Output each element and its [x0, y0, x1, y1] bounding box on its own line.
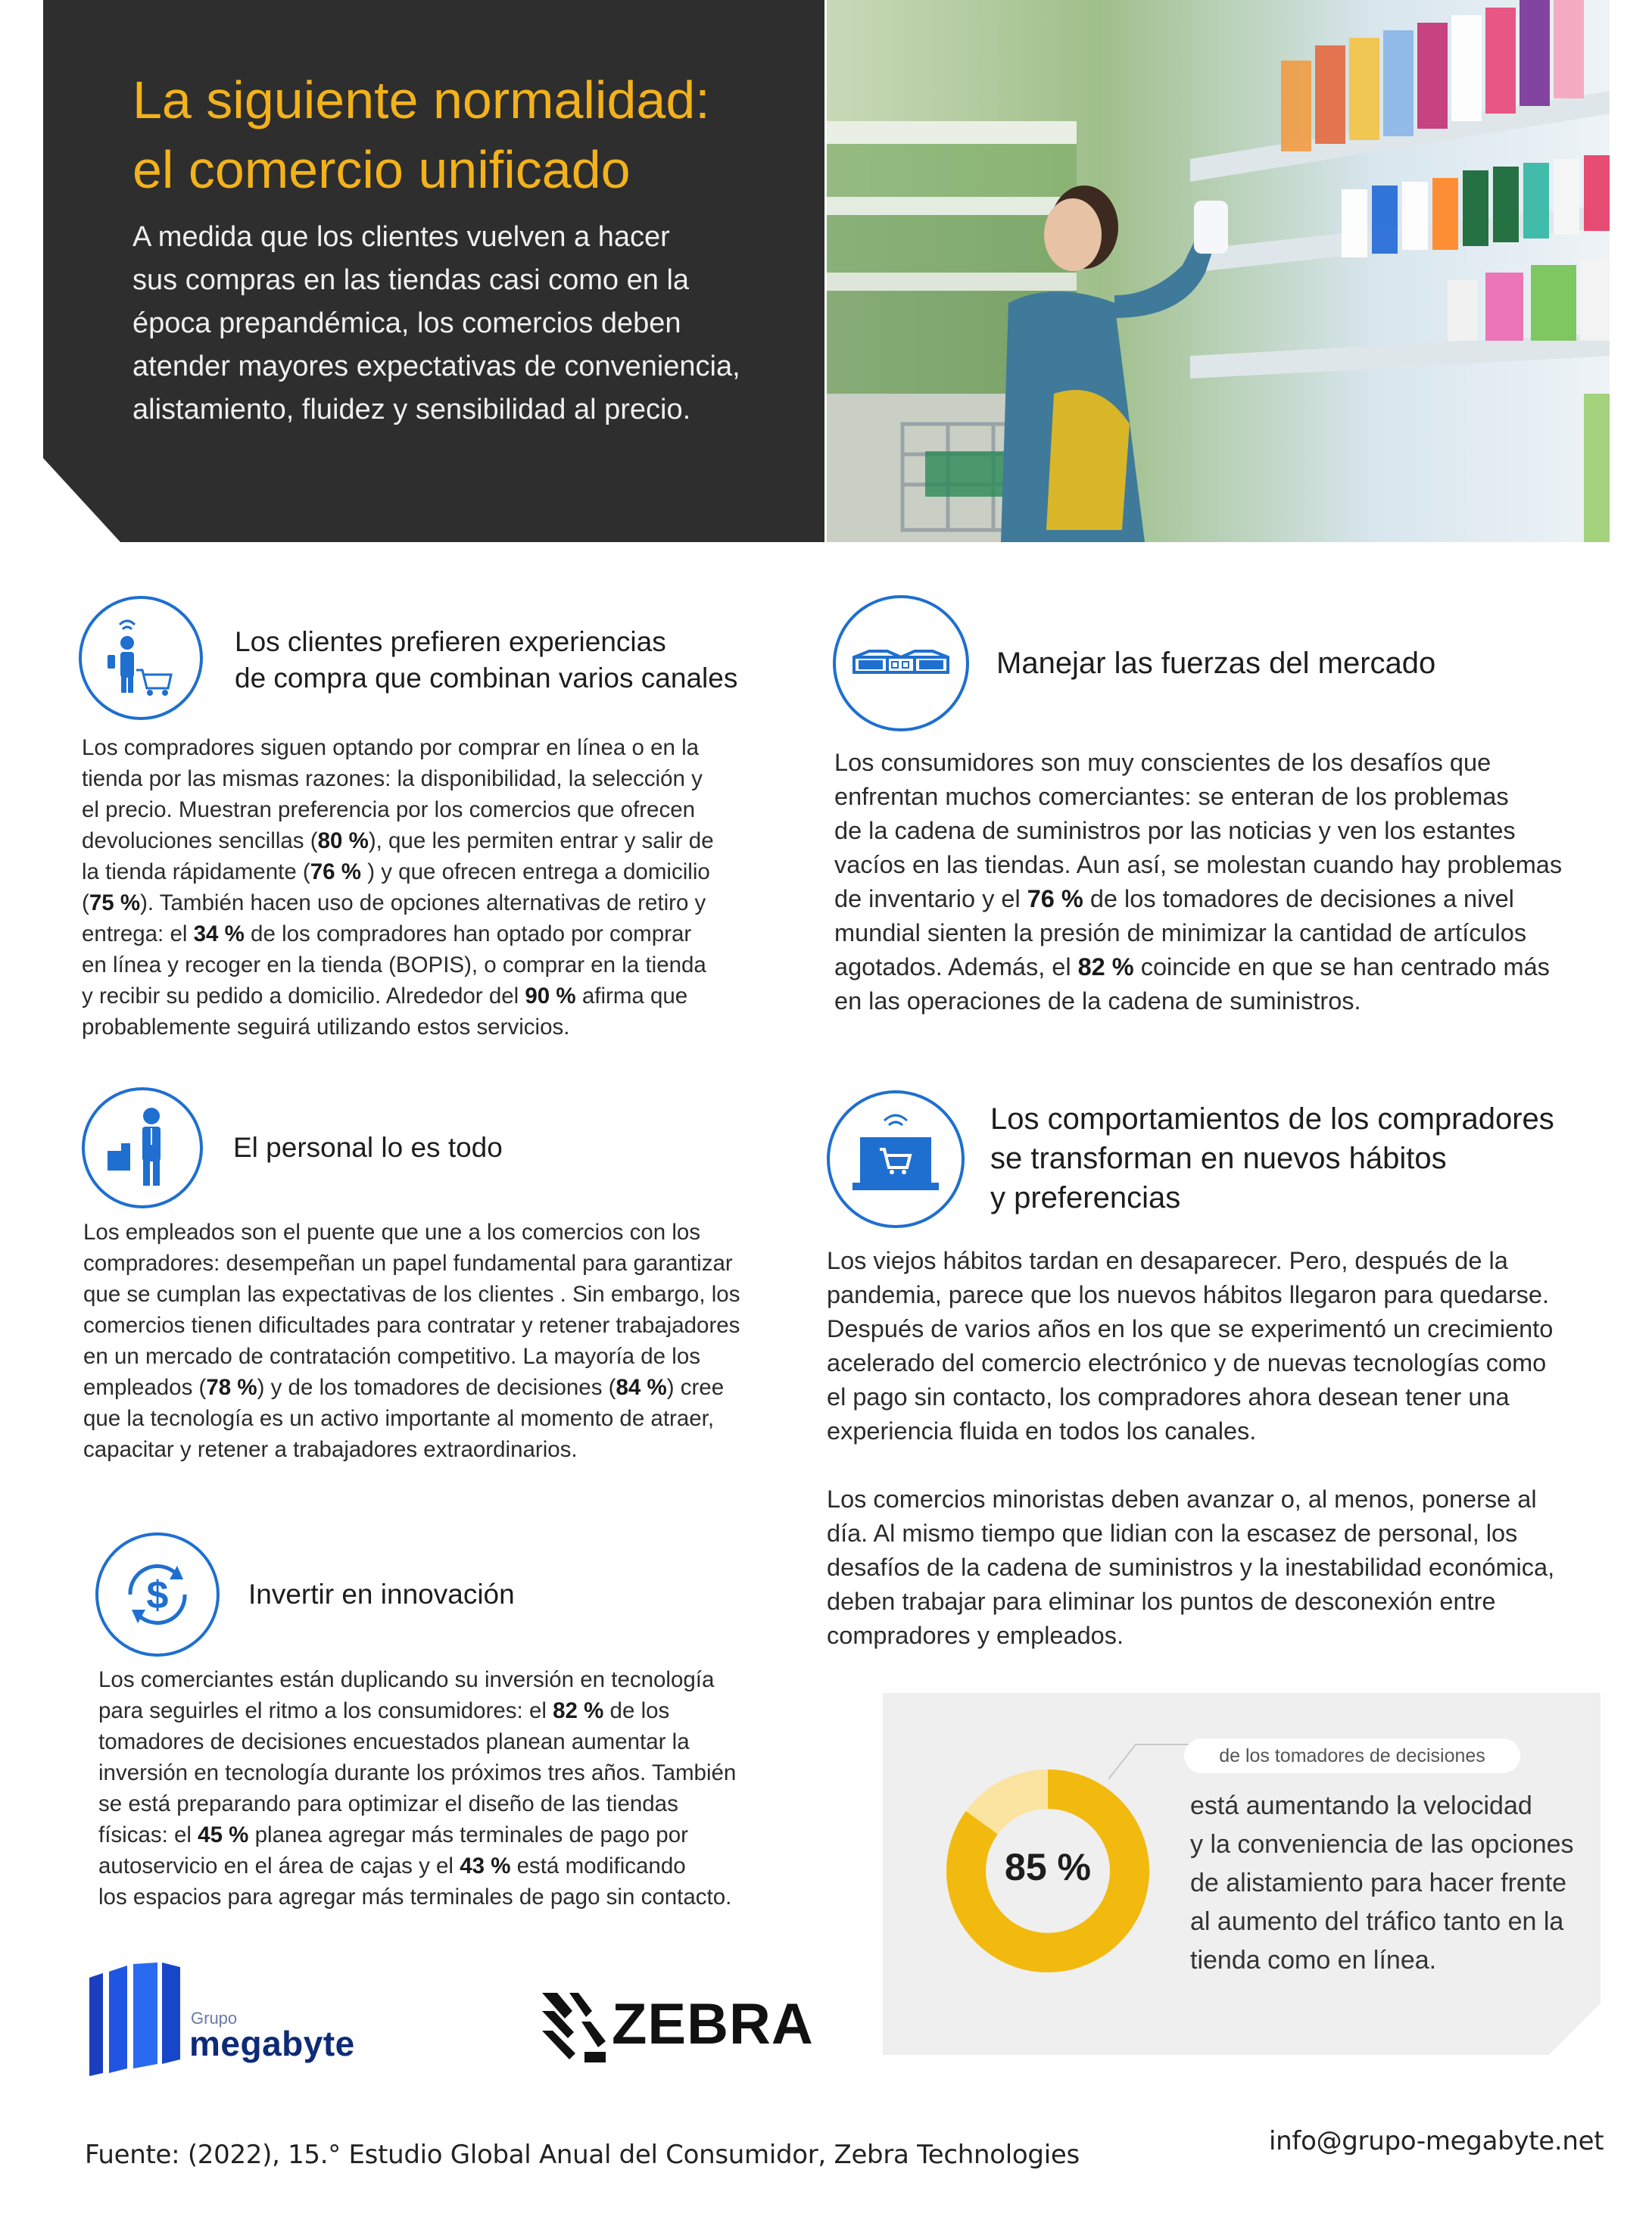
- section-body-market: Los consumidores son muy conscientes de los desafíos que enfrentan muchos comerciantes: se enteran de los problemas de la cadena de suministros por las noticias y ven los estantes vacíos en las tiendas. Aun así, se molestan cuando hay problemas de inventario y el 76 % de los tomadores de decisiones a nivel mundial sienten la presión de minimizar la cantidad de artículos agotados. Además, el 82 % coincide en que se han centrado más en las operaciones de la cadena de suministros.: [834, 749, 1563, 1015]
- page-title: [132, 65, 784, 204]
- laptop-cart-icon: [827, 1090, 965, 1228]
- lead-line: A medida que los clientes vuelven a hacer: [132, 221, 670, 253]
- section-body-innovation: Los comerciantes están duplicando su inversión en tecnología para seguirles el ritmo a los consumidores: el 82 % de los tomadores de decisiones encuestados planean aumentar la inversión en tecnología durante los próximos tres años. También se está preparando para optimizar el diseño de las tiendas físicas: el 45 % planea agregar más terminales de pago por autoservicio en el área de cajas y el 43 % está modificando los espacios para agregar más terminales de pago sin contacto.: [98, 1667, 737, 1910]
- lead-line: sus compras en las tiendas casi como en la: [132, 264, 690, 296]
- svg-text:$: $: [146, 1573, 169, 1617]
- section-title-market: Manejar las fuerzas del mercado: [996, 647, 1436, 680]
- empty-shelves-icon: [833, 595, 969, 731]
- section-body-channels: Los compradores siguen optando por comprar en línea o en la tienda por las mismas razones: la disponibilidad, la selección y el precio. Muestran preferencia por los comercios que ofrecen devoluciones sencillas (80 %), que les permiten entrar y salir de la tienda rápidamente (76 % ) y que ofrecen entrega a domicilio (75 %). También hacen uso de opciones alternativas de retiro y entrega: el 34 % de los compradores han optado por comprar en línea y recoger en la tienda (BOPIS), o comprar en la tienda y recibir su pedido a domicilio. Alrededor del 90 % afirma que probablemente seguirá utilizando estos servicios.: [82, 735, 714, 1040]
- lead-line: alistamiento, fluidez y sensibilidad al precio.: [132, 394, 691, 426]
- shopper-cart-icon: [79, 596, 203, 720]
- megabyte-logo-text: megabyte: [189, 2024, 355, 2063]
- megabyte-logo-icon: [89, 1963, 186, 2076]
- stat-pill-label: de los tomadores de decisiones: [1184, 1738, 1520, 1773]
- title-line-2: el comercio unificado: [132, 140, 631, 199]
- section-title-habits: Los comportamientos de los compradores se transforman en nuevos hábitos y preferencias: [990, 1102, 1554, 1214]
- hero-photo-shopper-in-aisle: [827, 0, 1610, 542]
- stat-description: está aumentando la velocidad y la conveniencia de las opciones de alistamiento para hacer frente al aumento del tráfico tanto en la tienda como en línea.: [1190, 1791, 1574, 1975]
- title-line-1: La siguiente normalidad:: [132, 70, 710, 129]
- hero-lead: [132, 216, 799, 432]
- supermarket-aisle-image: [827, 0, 1610, 542]
- section-title-staff: El personal lo es todo: [233, 1132, 503, 1163]
- stat-value: 85 %: [1005, 1846, 1091, 1888]
- lead-line: época prepandémica, los comercios deben: [132, 307, 681, 339]
- dollar-refresh-icon: [95, 1532, 220, 1657]
- lead-line: atender mayores expectativas de conveniencia,: [132, 351, 740, 382]
- zebra-logo-icon: [539, 1988, 609, 2067]
- employee-icon: [82, 1087, 203, 1208]
- section-title-innovation: Invertir en innovación: [248, 1579, 515, 1610]
- source-citation: Fuente: (2022), 15.° Estudio Global Anual del Consumidor, Zebra Technologies: [85, 2140, 1080, 2170]
- megabyte-logo-small: Grupo: [191, 2009, 238, 2028]
- contact-email[interactable]: info@grupo-megabyte.net: [1269, 2126, 1604, 2156]
- section-title-channels: Los clientes prefieren experiencias de compra que combinan varios canales: [235, 626, 738, 694]
- section-body-staff: Los empleados son el puente que une a los comercios con los compradores: desempeñan un papel fundamental para garantizar que se cumplan las expectativas de los clientes . Sin embargo, los comercios tienen dificultades para contratar y retener trabajadores en un mercado de contratación competitivo. La mayoría de los empleados (78 %) y de los tomadores de decisiones (84 %) cree que la tecnología es un activo importante al momento de atraer, capacitar y retener a trabajadores extraordinarios.: [83, 1220, 740, 1462]
- zebra-logo-text: ZEBRA: [612, 1992, 814, 2056]
- section-body-habits: Los viejos hábitos tardan en desaparecer. Pero, después de la pandemia, parece que los nuevos hábitos llegaron para quedarse. Después de varios años en los que se experimentó un crecimiento acelerado del comercio electrónico y de nuevas tecnologías como el pago sin contacto, los compradores ahora desean tener una experiencia fluida en todos los canales. Los comercios minoristas deben avanzar o, al menos, ponerse al día. Al mismo tiempo que lidian con la escasez de personal, los desafíos de la cadena de suministros y la inestabilidad económica, deben trabajar para eliminar los puntos de desconexión entre compradores y empleados.: [827, 1247, 1555, 1649]
